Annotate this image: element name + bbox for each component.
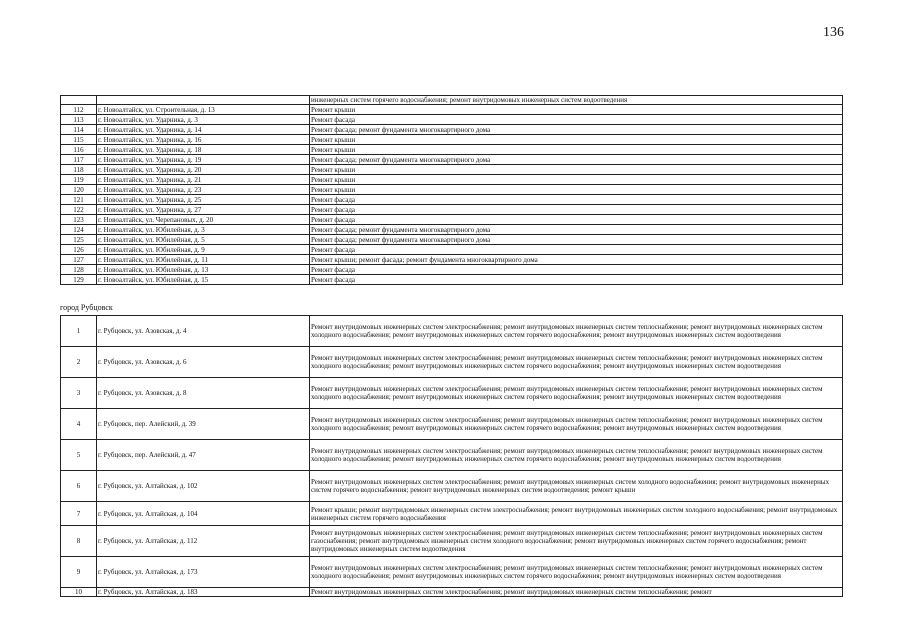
table-row [61,409,843,440]
table-row [61,440,843,471]
row-number-cell: 124 [61,225,97,235]
row-number-cell: 119 [61,175,97,185]
work-cell: Ремонт внутридомовых инженерных систем электроснабжения; ремонт внутридомовых инженерных систем теплоснабжения; ремонт внутридомовых инженерных систем холодного водоснабжения; ремонт внутридомовых инженерных систем горячего водоснабжения; ремонт внутридомовых инженерных систем водоотведения [310,316,843,347]
row-number-cell: 121 [61,195,97,205]
row-number-cell: 114 [61,125,97,135]
address-cell: г. Рубцовск, ул. Алтайская, д. 112 [97,526,310,557]
row-number-cell: 5 [61,440,97,471]
table-row [61,96,843,105]
address-cell: г. Новоалтайск, ул. Ударника, д. 3 [97,115,310,125]
address-cell: г. Новоалтайск, ул. Строительная, д. 13 [97,105,310,115]
table-row [61,275,843,285]
address-cell: г. Новоалтайск, ул. Юбилейная, д. 5 [97,235,310,245]
rubtsovsk-table [60,315,843,597]
work-cell: Ремонт фасада [310,215,843,225]
row-number-cell: 117 [61,155,97,165]
table-row [61,265,843,275]
address-cell: г. Новоалтайск, ул. Ударника, д. 14 [97,125,310,135]
work-cell: Ремонт крыши [310,175,843,185]
address-cell: г. Новоалтайск, ул. Юбилейная, д. 15 [97,275,310,285]
work-cell: Ремонт фасада; ремонт фундамента многоквартирного дома [310,225,843,235]
work-cell: Ремонт внутридомовых инженерных систем электроснабжения; ремонт внутридомовых инженерных систем теплоснабжения; ремонт внутридомовых инженерных систем холодного водоснабжения; ремонт внутридомовых инженерных систем горячего водоснабжения; ремонт внутридомовых инженерных систем водоотведения [310,378,843,409]
row-number-cell: 125 [61,235,97,245]
table-row [61,175,843,185]
address-cell: г. Рубцовск, ул. Азовская, д. 4 [97,316,310,347]
city-heading: город Рубцовск [60,303,113,312]
work-cell: Ремонт внутридомовых инженерных систем электроснабжения; ремонт внутридомовых инженерных систем теплоснабжения; ремонт внутридомовых инженерных систем холодного водоснабжения; ремонт внутридомовых инженерных систем горячего водоснабжения; ремонт внутридомовых инженерных систем водоотведения [310,409,843,440]
table-row [61,316,843,347]
work-cell: Ремонт крыши [310,105,843,115]
address-cell [97,96,310,105]
table-row [61,526,843,557]
table-row [61,125,843,135]
table-row [61,115,843,125]
address-cell: г. Новоалтайск, ул. Ударника, д. 23 [97,185,310,195]
row-number-cell: 126 [61,245,97,255]
row-number-cell: 113 [61,115,97,125]
address-cell: г. Новоалтайск, ул. Ударника, д. 20 [97,165,310,175]
address-cell: г. Новоалтайск, ул. Юбилейная, д. 3 [97,225,310,235]
table-row [61,557,843,588]
row-number-cell: 123 [61,215,97,225]
work-cell: Ремонт фасада [310,195,843,205]
work-cell: Ремонт крыши; ремонт фасада; ремонт фундамента многоквартирного дома [310,255,843,265]
work-cell: Ремонт крыши; ремонт внутридомовых инженерных систем электроснабжения; ремонт внутридомовых инженерных систем холодного водоснабжения; ремонт внутридомовых инженерных систем горячего водоснабжения [310,502,843,526]
address-cell: г. Новоалтайск, ул. Юбилейная, д. 11 [97,255,310,265]
table-row [61,347,843,378]
address-cell: г. Рубцовск, ул. Алтайская, д. 102 [97,471,310,502]
row-number-cell: 112 [61,105,97,115]
work-cell: Ремонт крыши [310,145,843,155]
row-number-cell: 9 [61,557,97,588]
address-cell: г. Рубцовск, пер. Алейский, д. 47 [97,440,310,471]
table-row [61,471,843,502]
row-number-cell: 118 [61,165,97,175]
row-number-cell: 7 [61,502,97,526]
work-cell: Ремонт фасада; ремонт фундамента многоквартирного дома [310,125,843,135]
table-row [61,255,843,265]
work-cell: Ремонт крыши [310,165,843,175]
table-row [61,105,843,115]
row-number-cell: 115 [61,135,97,145]
row-number-cell: 127 [61,255,97,265]
row-number-cell: 122 [61,205,97,215]
address-cell: г. Новоалтайск, ул. Ударника, д. 19 [97,155,310,165]
work-cell: Ремонт внутридомовых инженерных систем электроснабжения; ремонт внутридомовых инженерных систем теплоснабжения; ремонт внутридомовых инженерных систем холодного водоснабжения; ремонт внутридомовых инженерных систем горячего водоснабжения; ремонт внутридомовых инженерных систем водоотведения [310,347,843,378]
row-number-cell: 120 [61,185,97,195]
table-row [61,135,843,145]
table-row [61,165,843,175]
row-number-cell: 3 [61,378,97,409]
work-cell: Ремонт фасада [310,115,843,125]
table-row [61,155,843,165]
table-row [61,185,843,195]
work-cell: Ремонт внутридомовых инженерных систем электроснабжения; ремонт внутридомовых инженерных систем холодного водоснабжения; ремонт внутридомовых инженерных систем горячего водоснабжения; ремонт внутридомовых инженерных систем водоотведения; ремонт крыши [310,471,843,502]
row-number-cell: 2 [61,347,97,378]
address-cell: г. Новоалтайск, ул. Ударника, д. 27 [97,205,310,215]
work-cell: Ремонт крыши [310,185,843,195]
row-number-cell: 8 [61,526,97,557]
table-row [61,502,843,526]
table-row [61,588,843,597]
row-number-cell: 10 [61,588,97,597]
address-cell: г. Новоалтайск, ул. Ударника, д. 25 [97,195,310,205]
work-cell: инженерных систем горячего водоснабжения; ремонт внутридомовых инженерных систем водоотведения [310,96,843,105]
work-cell: Ремонт внутридомовых инженерных систем электроснабжения; ремонт внутридомовых инженерных систем теплоснабжения; ремонт внутридомовых инженерных систем газоснабжения; ремонт внутридомовых инженерных систем холодного водоснабжения; ремонт внутридомовых инженерных систем горячего водоснабжения; ремонт внутридомовых инженерных систем водоотведения [310,526,843,557]
row-number-cell: 128 [61,265,97,275]
table-row [61,205,843,215]
table-row [61,195,843,205]
work-cell: Ремонт фасада [310,275,843,285]
page-number: 136 [823,25,844,40]
work-cell: Ремонт фасада; ремонт фундамента многоквартирного дома [310,235,843,245]
address-cell: г. Новоалтайск, ул. Юбилейная, д. 13 [97,265,310,275]
address-cell: г. Рубцовск, ул. Алтайская, д. 183 [97,588,310,597]
work-cell: Ремонт внутридомовых инженерных систем электроснабжения; ремонт внутридомовых инженерных систем теплоснабжения; ремонт внутридомовых инженерных систем холодного водоснабжения; ремонт внутридомовых инженерных систем горячего водоснабжения; ремонт внутридомовых инженерных систем водоотведения [310,440,843,471]
work-cell: Ремонт фасада [310,205,843,215]
work-cell: Ремонт внутридомовых инженерных систем электроснабжения; ремонт внутридомовых инженерных систем теплоснабжения; ремонт внутридомовых инженерных систем холодного водоснабжения; ремонт внутридомовых инженерных систем горячего водоснабжения; ремонт внутридомовых инженерных систем водоотведения [310,557,843,588]
work-cell: Ремонт фасада [310,265,843,275]
address-cell: г. Новоалтайск, ул. Юбилейная, д. 9 [97,245,310,255]
address-cell: г. Рубцовск, ул. Алтайская, д. 173 [97,557,310,588]
table-row [61,378,843,409]
table-row [61,215,843,225]
table-row [61,225,843,235]
row-number-cell: 1 [61,316,97,347]
work-cell: Ремонт фасада; ремонт фундамента многоквартирного дома [310,155,843,165]
address-cell: г. Рубцовск, пер. Алейский, д. 39 [97,409,310,440]
row-number-cell: 116 [61,145,97,155]
address-cell: г. Рубцовск, ул. Азовская, д. 6 [97,347,310,378]
address-cell: г. Рубцовск, ул. Азовская, д. 8 [97,378,310,409]
address-cell: г. Новоалтайск, ул. Черепановых, д. 20 [97,215,310,225]
work-cell: Ремонт фасада [310,245,843,255]
novoaltaysk-table [60,95,843,285]
row-number-cell: 6 [61,471,97,502]
table-row [61,235,843,245]
work-cell: Ремонт внутридомовых инженерных систем электроснабжения; ремонт внутридомовых инженерных систем теплоснабжения; ремонт [310,588,843,597]
table-row [61,245,843,255]
address-cell: г. Новоалтайск, ул. Ударника, д. 21 [97,175,310,185]
work-cell: Ремонт крыши [310,135,843,145]
address-cell: г. Новоалтайск, ул. Ударника, д. 18 [97,145,310,155]
row-number-cell: 129 [61,275,97,285]
table-row [61,145,843,155]
row-number-cell [61,96,97,105]
row-number-cell: 4 [61,409,97,440]
address-cell: г. Новоалтайск, ул. Ударника, д. 16 [97,135,310,145]
address-cell: г. Рубцовск, ул. Алтайская, д. 104 [97,502,310,526]
